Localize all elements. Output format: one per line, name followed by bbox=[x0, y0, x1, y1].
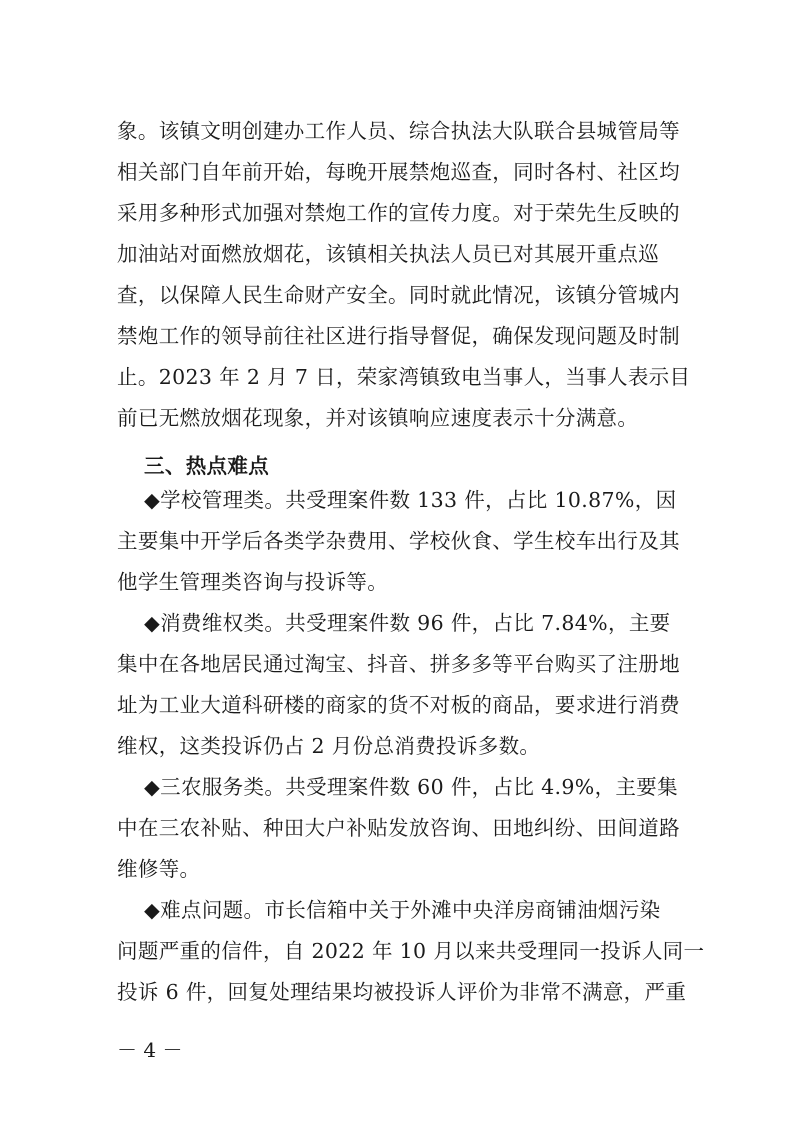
body-text-line: 主要集中开学后各类学杂费用、学校伙食、学生校车出行及其 bbox=[117, 529, 680, 553]
body-text-line: 止。2023 年 2 月 7 日，荣家湾镇致电当事人，当事人表示目 bbox=[117, 365, 691, 389]
body-text-line: 维修等。 bbox=[117, 857, 201, 881]
body-text-line: 投诉 6 件，回复处理结果均被投诉人评价为非常不满意，严重 bbox=[117, 980, 687, 1004]
paragraph-first-line: ◆消费维权类。共受理案件数 96 件，占比 7.84%，主要 bbox=[144, 611, 671, 635]
body-text-line: 相关部门自年前开始，每晚开展禁炮巡查，同时各村、社区均 bbox=[117, 160, 680, 184]
body-text-line: 中在三农补贴、种田大户补贴发放咨询、田地纠纷、田间道路 bbox=[117, 816, 680, 840]
body-text-line: 前已无燃放烟花现象，并对该镇响应速度表示十分满意。 bbox=[117, 406, 639, 430]
body-text-line: 加油站对面燃放烟花，该镇相关执法人员已对其展开重点巡 bbox=[117, 242, 660, 266]
section-heading: 三、热点难点 bbox=[144, 454, 270, 478]
body-text-line: 查，以保障人民生命财产安全。同时就此情况，该镇分管城内 bbox=[117, 283, 680, 307]
paragraph-first-line: ◆学校管理类。共受理案件数 133 件，占比 10.87%，因 bbox=[144, 488, 677, 512]
body-text-line: 维权，这类投诉仍占 2 月份总消费投诉多数。 bbox=[117, 734, 541, 758]
body-text-line: 象。该镇文明创建办工作人员、综合执法大队联合县城管局等 bbox=[117, 119, 680, 143]
body-text-line: 采用多种形式加强对禁炮工作的宣传力度。对于荣先生反映的 bbox=[117, 201, 680, 225]
body-text-line: 他学生管理类咨询与投诉等。 bbox=[117, 570, 389, 594]
page-number: － 4 － bbox=[117, 1038, 183, 1062]
body-text-line: 址为工业大道科研楼的商家的货不对板的商品，要求进行消费 bbox=[117, 693, 680, 717]
body-text-line: 问题严重的信件，自 2022 年 10 月以来共受理同一投诉人同一 bbox=[117, 939, 705, 963]
body-text-line: 集中在各地居民通过淘宝、抖音、拼多多等平台购买了注册地 bbox=[117, 652, 680, 676]
paragraph-first-line: ◆难点问题。市长信箱中关于外滩中央洋房商铺油烟污染 bbox=[144, 898, 661, 922]
paragraph-first-line: ◆三农服务类。共受理案件数 60 件，占比 4.9%，主要集 bbox=[144, 775, 678, 799]
body-text-line: 禁炮工作的领导前往社区进行指导督促，确保发现问题及时制 bbox=[117, 324, 680, 348]
